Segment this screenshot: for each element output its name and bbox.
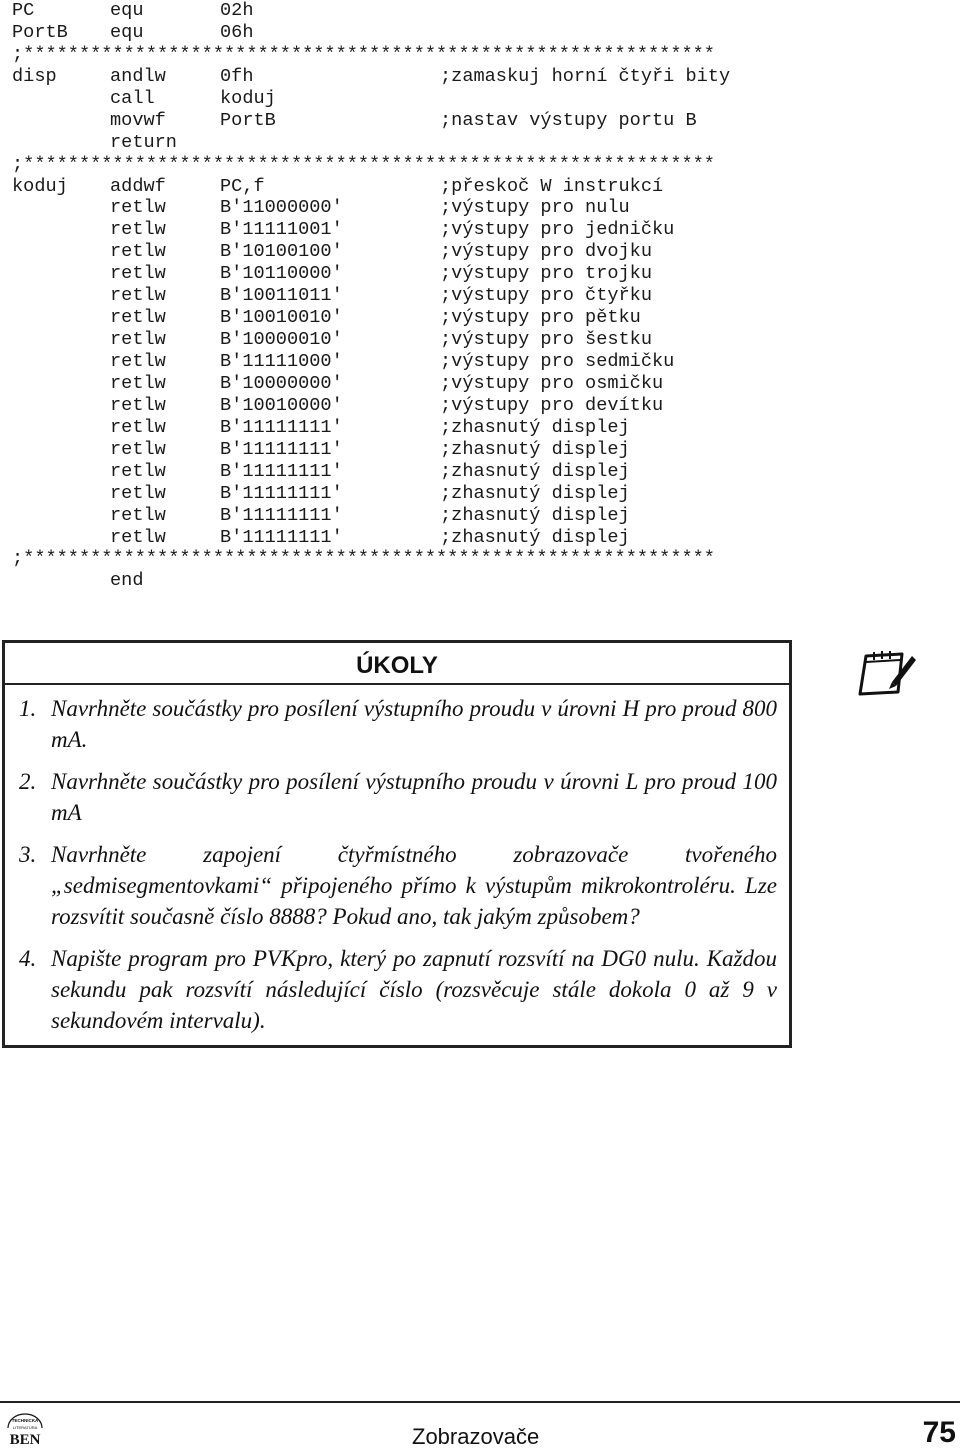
code-line bbox=[12, 241, 730, 263]
code-line bbox=[12, 439, 730, 461]
code-comment: ;zhasnutý displej bbox=[440, 504, 630, 526]
code-line bbox=[12, 66, 730, 88]
task-number: 2. bbox=[19, 769, 37, 794]
code-comment: ;výstupy pro pětku bbox=[440, 307, 641, 329]
task-text: Navrhněte součástky pro posílení výstupního proudu v úrovni H pro proud 800 mA. bbox=[51, 696, 777, 752]
task-text: Navrhněte součástky pro posílení výstupního proudu v úrovni L pro proud 100 mA bbox=[51, 769, 777, 825]
code-instruction: retlw bbox=[110, 307, 166, 329]
code-comment: ;přeskoč W instrukcí bbox=[440, 175, 664, 197]
code-line bbox=[12, 505, 730, 527]
code-comment: ;zhasnutý displej bbox=[440, 526, 630, 548]
code-operand: B'11111111' bbox=[220, 504, 343, 526]
code-operand: B'11111111' bbox=[220, 438, 343, 460]
code-comment: ;výstupy pro jedničku bbox=[440, 219, 675, 241]
code-operand: B'10110000' bbox=[220, 263, 343, 285]
code-comment: ;výstupy pro trojku bbox=[440, 263, 653, 285]
task-text: Navrhněte zapojení čtyřmístného zobrazovače tvořeného „sedmisegmentovkami“ připojeného přímo k výstupům mikrokontroléru. Lze rozsvítit současně číslo 8888? Pokud ano, tak jakým způsobem? bbox=[51, 842, 777, 929]
code-comment: ;výstupy pro nulu bbox=[440, 197, 630, 219]
code-comment: ;zamaskuj horní čtyři bity bbox=[440, 65, 731, 87]
code-operand: 06h bbox=[220, 21, 254, 43]
task-text: Napište program pro PVKpro, který po zapnutí rozsvítí na DG0 nulu. Každou sekundu pak rozsvítí následující číslo (rozsvěcuje stále dokola 0 až 9 v sekundovém intervalu). bbox=[51, 946, 777, 1033]
code-operand: B'11111111' bbox=[220, 416, 343, 438]
code-operand: koduj bbox=[220, 87, 276, 109]
code-comment: ;zhasnutý displej bbox=[440, 438, 630, 460]
code-instruction: retlw bbox=[110, 394, 166, 416]
code-operand: B'10010000' bbox=[220, 394, 343, 416]
task-number: 3. bbox=[19, 842, 37, 867]
code-instruction: retlw bbox=[110, 329, 166, 351]
logo-top-text: TECHNICKÁ bbox=[11, 1418, 39, 1423]
code-operand: B'11000000' bbox=[220, 197, 343, 219]
code-line bbox=[12, 395, 730, 417]
code-operand: B'10011011' bbox=[220, 285, 343, 307]
code-instruction: retlw bbox=[110, 241, 166, 263]
tasks-heading: ÚKOLY bbox=[5, 643, 789, 685]
code-instruction: call bbox=[110, 87, 155, 109]
code-instruction: retlw bbox=[110, 263, 166, 285]
code-operand: B'10000000' bbox=[220, 372, 343, 394]
code-instruction: retlw bbox=[110, 219, 166, 241]
code-comment: ;výstupy pro šestku bbox=[440, 329, 653, 351]
code-operand: 02h bbox=[220, 0, 254, 21]
code-line bbox=[12, 88, 730, 110]
code-operand: B'10000010' bbox=[220, 329, 343, 351]
code-instruction: retlw bbox=[110, 197, 166, 219]
ben-publisher-logo bbox=[4, 1412, 46, 1448]
code-instruction: equ bbox=[110, 21, 144, 43]
code-line bbox=[12, 132, 730, 154]
task-item bbox=[19, 943, 777, 1036]
code-operand: PC,f bbox=[220, 175, 265, 197]
code-instruction: retlw bbox=[110, 460, 166, 482]
footer-rule bbox=[0, 1401, 960, 1403]
code-line bbox=[12, 329, 730, 351]
code-comment: ;výstupy pro čtyřku bbox=[440, 285, 653, 307]
task-item bbox=[19, 693, 777, 755]
code-operand: B'11111000' bbox=[220, 351, 343, 372]
task-list bbox=[19, 693, 777, 1047]
code-operand: B'10100100' bbox=[220, 241, 343, 263]
code-instruction: retlw bbox=[110, 285, 166, 307]
code-instruction: andlw bbox=[110, 65, 166, 87]
code-comment: ;zhasnutý displej bbox=[440, 460, 630, 482]
code-instruction: retlw bbox=[110, 351, 166, 372]
task-item bbox=[19, 839, 777, 932]
page-number: 75 bbox=[922, 1416, 956, 1449]
code-separator: ;************************************************************** bbox=[12, 43, 715, 65]
code-instruction: retlw bbox=[110, 372, 166, 394]
code-operand: B'11111111' bbox=[220, 460, 343, 482]
code-instruction: equ bbox=[110, 0, 144, 21]
code-line bbox=[12, 461, 730, 483]
code-line bbox=[12, 22, 730, 44]
task-number: 4. bbox=[19, 946, 37, 971]
code-instruction: retlw bbox=[110, 416, 166, 438]
code-operand: B'11111111' bbox=[220, 526, 343, 548]
code-line bbox=[12, 219, 730, 241]
code-comment: ;zhasnutý displej bbox=[440, 482, 630, 504]
code-line bbox=[12, 527, 730, 549]
code-line bbox=[12, 373, 730, 395]
code-comment: ;nastav výstupy portu B bbox=[440, 109, 697, 131]
code-line bbox=[12, 197, 730, 219]
notepad-pencil-icon bbox=[852, 642, 918, 702]
code-line bbox=[12, 483, 730, 505]
logo-bottom-text: LITERATURA bbox=[12, 1425, 38, 1430]
code-line bbox=[12, 351, 730, 373]
code-line bbox=[12, 417, 730, 439]
tasks-box bbox=[2, 640, 792, 1048]
assembly-code-listing bbox=[12, 0, 730, 592]
code-comment: ;výstupy pro sedmičku bbox=[440, 351, 675, 372]
task-item bbox=[19, 766, 777, 828]
task-number: 1. bbox=[19, 696, 37, 721]
code-line bbox=[12, 0, 730, 22]
code-line bbox=[12, 285, 730, 307]
code-operand: 0fh bbox=[220, 65, 254, 87]
code-comment: ;zhasnutý displej bbox=[440, 416, 630, 438]
code-label: disp bbox=[12, 65, 57, 87]
code-operand: B'11111111' bbox=[220, 482, 343, 504]
code-line bbox=[12, 570, 730, 592]
code-instruction: movwf bbox=[110, 109, 166, 131]
code-comment: ;výstupy pro devítku bbox=[440, 394, 664, 416]
code-instruction: retlw bbox=[110, 526, 166, 548]
code-separator: ;************************************************************** bbox=[12, 153, 715, 175]
code-label: PortB bbox=[12, 21, 68, 43]
code-line bbox=[12, 110, 730, 132]
code-line bbox=[12, 263, 730, 285]
code-line bbox=[12, 307, 730, 329]
logo-mark: BEN bbox=[9, 1432, 41, 1448]
code-instruction: retlw bbox=[110, 438, 166, 460]
code-operand: B'10010010' bbox=[220, 307, 343, 329]
code-comment: ;výstupy pro dvojku bbox=[440, 241, 653, 263]
code-label: koduj bbox=[12, 175, 68, 197]
code-operand: B'11111001' bbox=[220, 219, 343, 241]
code-label: PC bbox=[12, 0, 35, 21]
footer-section-title: Zobrazovače bbox=[412, 1424, 540, 1449]
code-instruction: retlw bbox=[110, 504, 166, 526]
code-instruction: return bbox=[110, 131, 177, 153]
code-instruction: retlw bbox=[110, 482, 166, 504]
code-line bbox=[12, 176, 730, 198]
code-operand: PortB bbox=[220, 109, 276, 131]
code-instruction: end bbox=[110, 570, 144, 592]
code-separator: ;************************************************************** bbox=[12, 548, 715, 570]
code-comment: ;výstupy pro osmičku bbox=[440, 372, 664, 394]
code-instruction: addwf bbox=[110, 175, 166, 197]
